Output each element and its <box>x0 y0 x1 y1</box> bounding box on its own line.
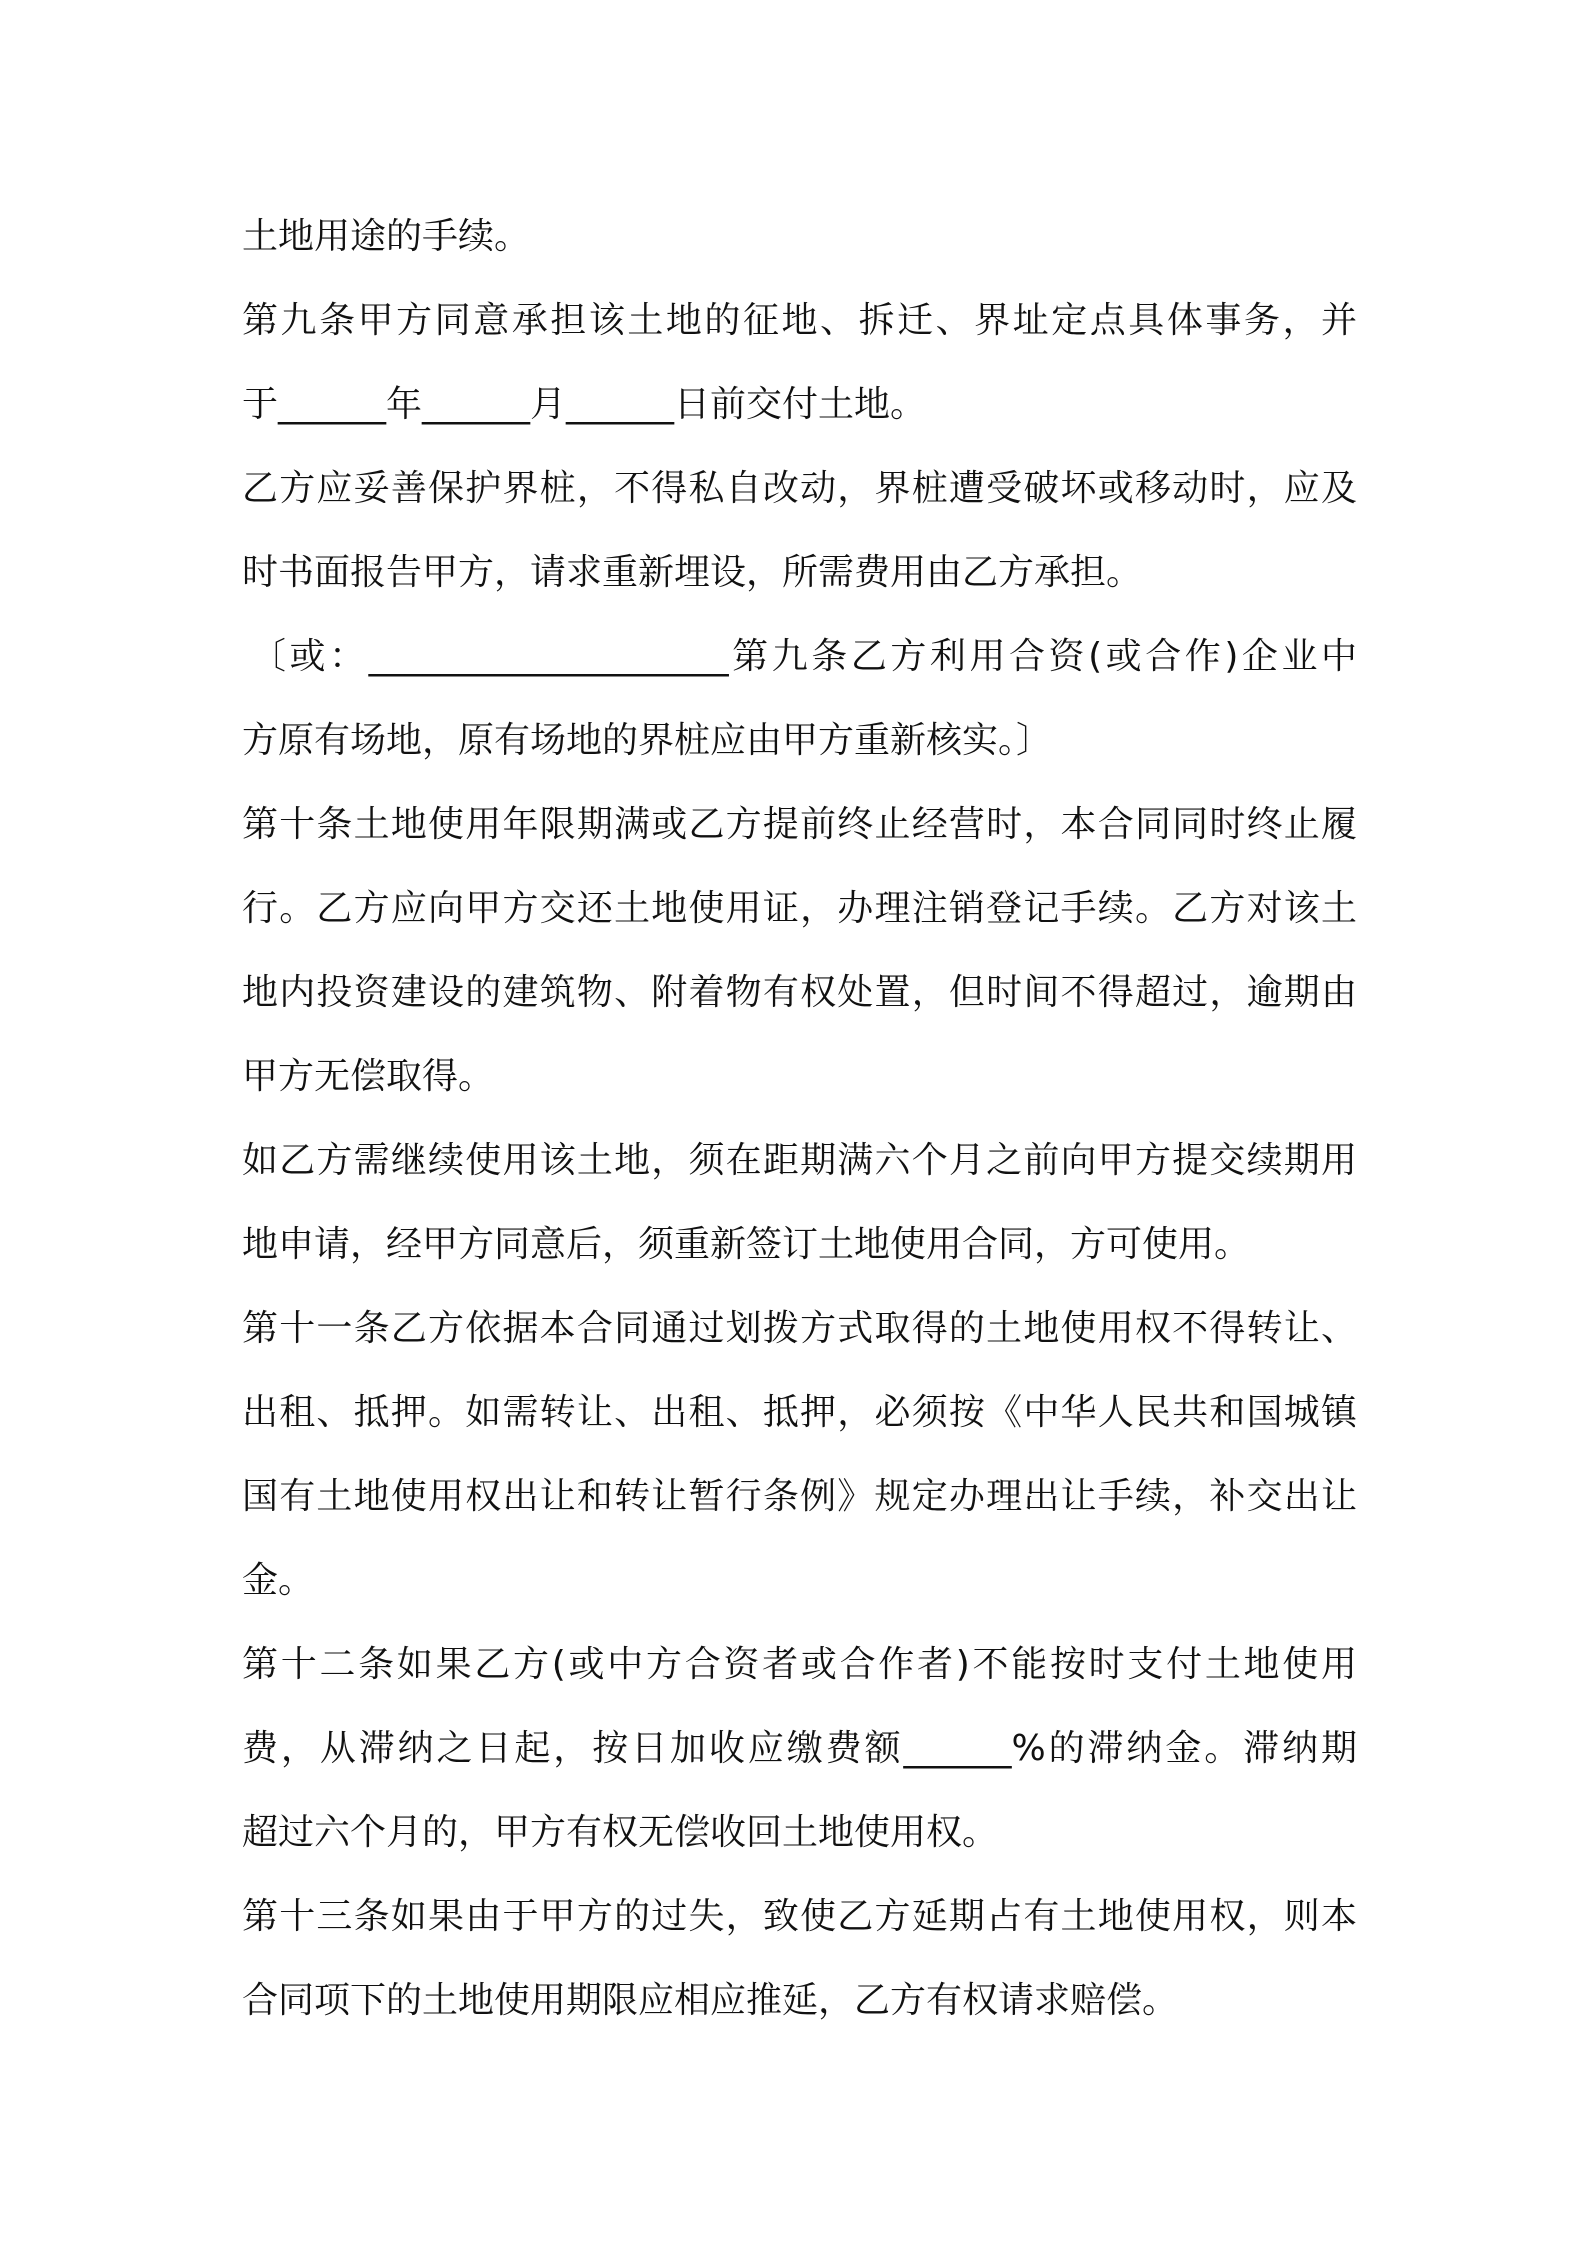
text-line: 方原有场地，原有场地的界桩应由甲方重新核实。〕 <box>242 720 1053 761</box>
text-line: 第十三条如果由于甲方的过失，致使乙方延期占有土地使用权，则本 <box>242 1896 1357 1937</box>
text-line: 费，从滞纳之日起，按日加收应缴费额______%的滞纳金。滞纳期 <box>242 1728 1357 1769</box>
text-line: 甲方无偿取得。 <box>242 1056 495 1097</box>
text-line: 于______年______月______日前交付土地。 <box>242 384 927 425</box>
text-line: 第十二条如果乙方(或中方合资者或合作者)不能按时支付土地使用 <box>242 1644 1357 1685</box>
text-line: 第十一条乙方依据本合同通过划拨方式取得的土地使用权不得转让、 <box>242 1308 1357 1349</box>
text-line: 乙方应妥善保护界桩，不得私自改动，界桩遭受破坏或移动时，应及 <box>242 468 1357 509</box>
text-line: 出租、抵押。如需转让、出租、抵押，必须按《中华人民共和国城镇 <box>242 1392 1357 1433</box>
text-line: 超过六个月的，甲方有权无偿收回土地使用权。 <box>242 1812 999 1853</box>
text-line: 〔或：____________________第九条乙方利用合资(或合作)企业中 <box>250 636 1357 677</box>
text-line: 如乙方需继续使用该土地，须在距期满六个月之前向甲方提交续期用 <box>242 1140 1357 1181</box>
text-line: 金。 <box>242 1560 315 1601</box>
text-line: 时书面报告甲方，请求重新埋设，所需费用由乙方承担。 <box>242 552 1143 593</box>
text-line: 第十条土地使用年限期满或乙方提前终止经营时，本合同同时终止履 <box>242 804 1357 845</box>
text-line: 合同项下的土地使用期限应相应推延，乙方有权请求赔偿。 <box>242 1980 1179 2021</box>
text-line: 土地用途的手续。 <box>242 216 531 257</box>
document-body <box>242 195 1357 2043</box>
text-line: 第九条甲方同意承担该土地的征地、拆迁、界址定点具体事务，并 <box>242 300 1357 341</box>
text-line: 地申请，经甲方同意后，须重新签订土地使用合同，方可使用。 <box>242 1224 1251 1265</box>
text-line: 行。乙方应向甲方交还土地使用证，办理注销登记手续。乙方对该土 <box>242 888 1357 929</box>
text-line: 国有土地使用权出让和转让暂行条例》规定办理出让手续，补交出让 <box>242 1476 1357 1517</box>
text-line: 地内投资建设的建筑物、附着物有权处置，但时间不得超过，逾期由 <box>242 972 1357 1013</box>
